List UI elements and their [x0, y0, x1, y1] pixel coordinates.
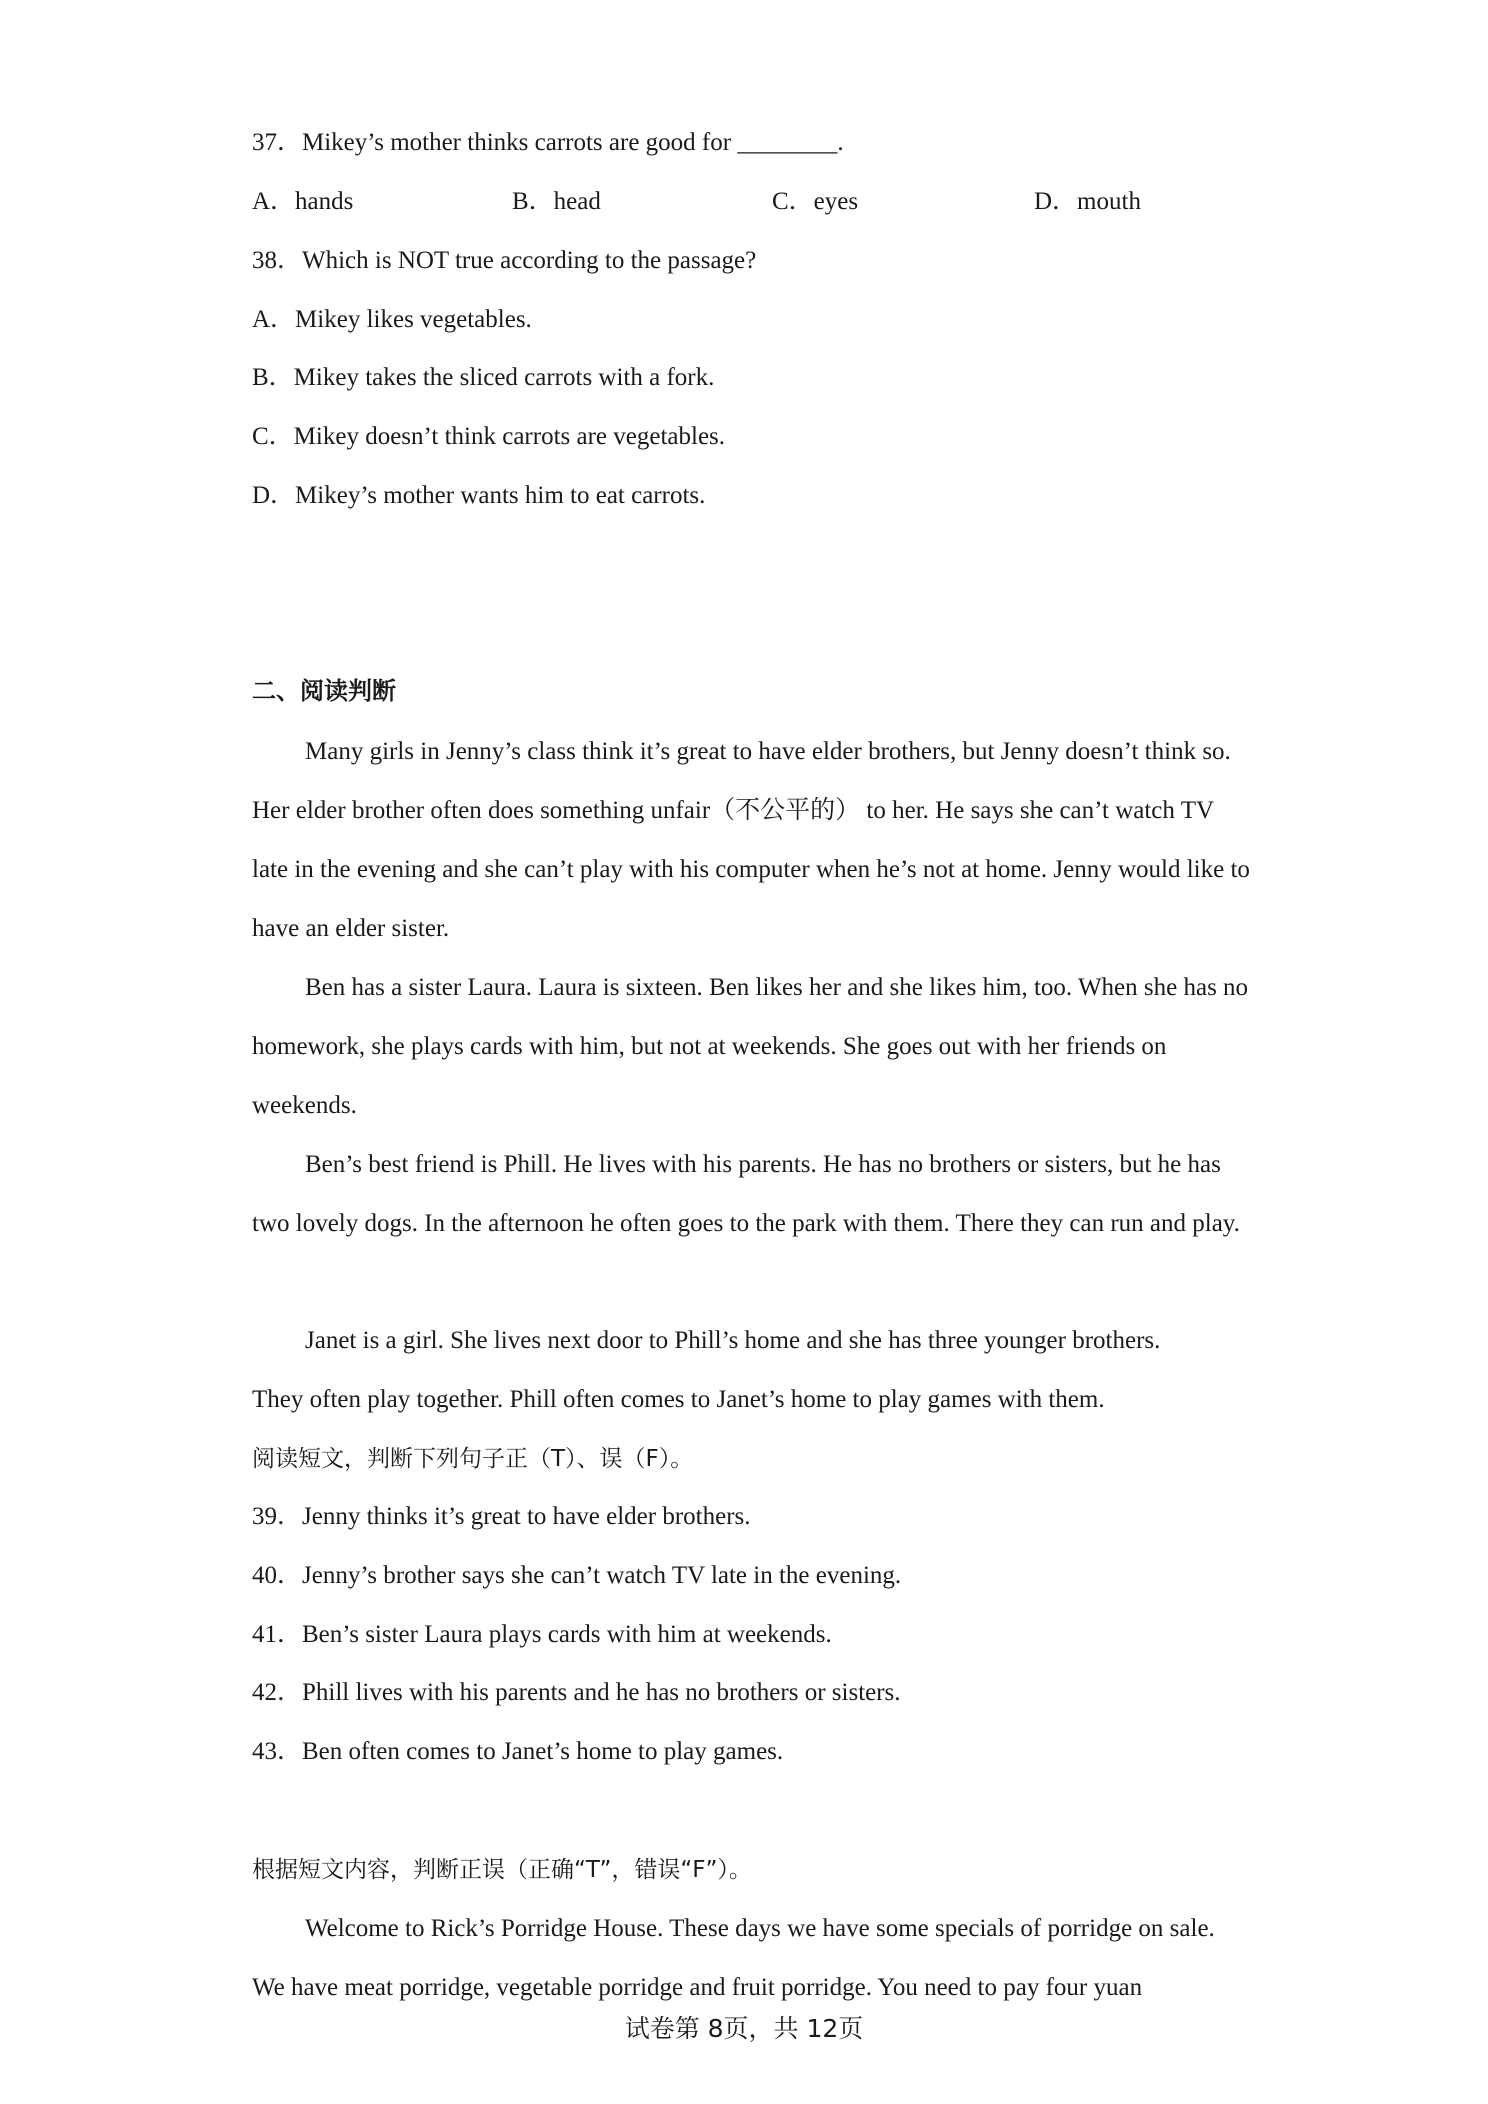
q38-option-b: B．Mikey takes the sliced carrots with a fork. — [252, 364, 715, 391]
q37-option-b: B．head — [512, 188, 601, 215]
passage-last-line: They often play together. Phill often comes to Janet’s home to play games with them. — [252, 1386, 1105, 1413]
statement-39: 39．Jenny thinks it’s great to have elder brothers. — [252, 1503, 751, 1530]
statement-42: 42．Phill lives with his parents and he has no brothers or sisters. — [252, 1679, 901, 1706]
q38-option-c: C．Mikey doesn’t think carrots are vegetables. — [252, 423, 726, 450]
passage-paragraph-1: Many girls in Jenny’s class think it’s great to have elder brothers, but Jenny doesn’t think so. Her elder brother often does something unfair（不公平的） to her. He says she can’t watch TV late in the evening and she can’t play with his computer when he’s not at home. Jenny would like to have an elder sister. — [252, 738, 1250, 942]
question-38-stem: 38．Which is NOT true according to the passage? — [252, 247, 757, 274]
page-footer: 试卷第 8页，共 12页 — [624, 2014, 864, 2043]
statement-43: 43．Ben often comes to Janet’s home to play games. — [252, 1738, 784, 1765]
q37-option-d: D．mouth — [1034, 188, 1141, 215]
section-heading: 二、阅读判断 — [252, 677, 396, 705]
question-37-stem: 37．Mikey’s mother thinks carrots are good for ________. — [252, 129, 844, 156]
statement-40: 40．Jenny’s brother says she can’t watch TV late in the evening. — [252, 1562, 902, 1589]
section3-instruction: 根据短文内容，判断正误（正确“T”，错误“F”）。 — [252, 1857, 752, 1883]
passage-paragraph-2: Ben has a sister Laura. Laura is sixteen. Ben likes her and she likes him, too. When she has no homework, she plays cards with him, but not at weekends. She goes out with her friends on weekends. — [252, 974, 1249, 1119]
q37-option-a: A．hands — [252, 188, 354, 215]
section3-paragraph: Welcome to Rick’s Porridge House. These days we have some specials of porridge on sale. We have meat porridge, vegetable porridge and fruit porridge. You need to pay four yuan — [252, 1915, 1215, 2001]
passage-paragraph-3: Ben’s best friend is Phill. He lives with his parents. He has no brothers or sisters, but he has two lovely dogs. In the afternoon he often goes to the park with them. There they can run and play. — [252, 1151, 1240, 1237]
q38-option-a: A．Mikey likes vegetables. — [252, 306, 532, 333]
q37-option-c: C．eyes — [772, 188, 859, 215]
q38-option-d: D．Mikey’s mother wants him to eat carrots. — [252, 482, 706, 509]
statement-41: 41．Ben’s sister Laura plays cards with him at weekends. — [252, 1621, 832, 1648]
passage-paragraph-4: Janet is a girl. She lives next door to Phill’s home and she has three younger brothers. — [305, 1327, 1161, 1354]
judgement-instruction: 阅读短文，判断下列句子正（T）、误（F）。 — [252, 1446, 694, 1472]
